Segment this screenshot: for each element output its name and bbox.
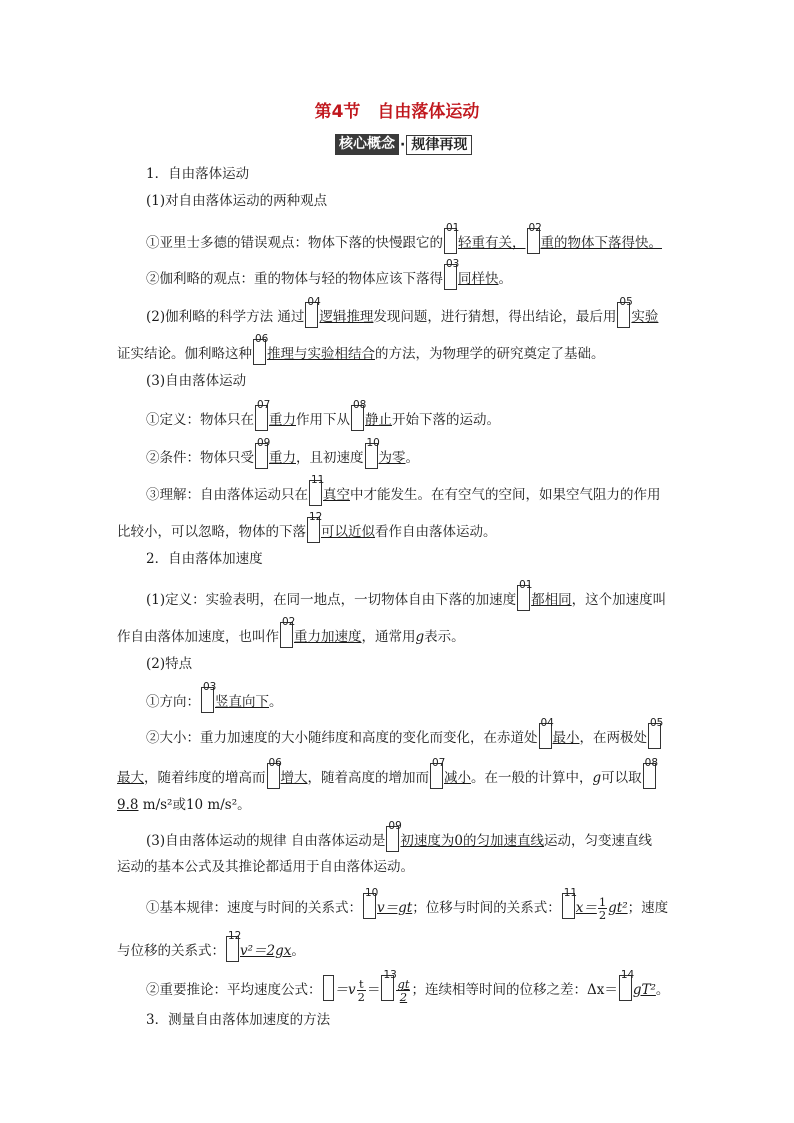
sec1-p1-line1: ①亚里士多德的错误观点：物体下落的快慢跟它的 01 轻重有关， 02 重的物体下落得快。	[146, 228, 662, 254]
sec2-size-line1: ②大小：重力加速度的大小随纬度和高度的变化而变化，在赤道处 04 最小，在两极处 05	[146, 723, 662, 749]
blank-box: 04	[539, 723, 552, 749]
sec1-cond: ②条件：物体只受 09 重力，且初速度 10 为零。	[146, 443, 419, 469]
sec2-direction: ①方向： 03 竖直向下。	[146, 687, 283, 713]
fraction-t-over-2: $\frac{t}{2}$	[357, 977, 365, 1004]
blank-box: 03	[201, 687, 214, 713]
blank-box: 07	[255, 405, 268, 431]
fraction-one-half: $\frac{1}{2}$	[598, 895, 607, 922]
blank-box: 06	[253, 339, 266, 365]
sec1-p2-line1: (2)伽利略的科学方法 通过 04 逻辑推理发现问题，进行猜想，得出结论，最后用 05 实验	[146, 302, 658, 328]
blank-box: 01	[517, 585, 530, 611]
blank-box: 05	[617, 302, 630, 328]
blank-box: 02	[280, 622, 293, 648]
blank-box: 01	[444, 228, 457, 254]
sec1-p3-heading: (3)自由落体运动	[146, 373, 247, 389]
sec2-law-line2: 与位移的关系式： 12 v²＝2gx。	[117, 936, 305, 962]
blank-box: 09	[386, 826, 399, 852]
blank-box: 05	[648, 723, 661, 749]
sec2-p3-line1: (3)自由落体运动的规律 自由落体运动是 09 初速度为0的匀加速直线运动，匀变速直线	[146, 826, 652, 852]
blank-box: 12	[307, 517, 320, 543]
sec1-p2-line2: 证实结论。伽利略这种 06 推理与实验相结合的方法，为物理学的研究奠定了基础。	[117, 339, 605, 365]
fraction-gt-over-2: $\frac{gt}{2}$	[397, 977, 410, 1004]
blank-box: 10	[363, 893, 376, 919]
sec1-p1-line2: ②伽利略的观点：重的物体与轻的物体应该下落得 03 同样快。	[146, 264, 512, 290]
sec2-p1-line2: 作自由落体加速度，也叫作 02 重力加速度，通常用g表示。	[117, 622, 465, 648]
blank-box: 06	[267, 763, 280, 789]
sec1-def: ①定义：物体只在 07 重力作用下从 08 静止开始下落的运动。	[146, 405, 500, 431]
banner-dot: ·	[400, 136, 406, 153]
sec2-p3-line2: 运动的基本公式及其推论都适用于自由落体运动。	[117, 859, 414, 875]
blank-box: 04	[305, 302, 318, 328]
sec1-und-line1: ③理解：自由落体运动只在 11 真空中才能发生。在有空气的空间，如果空气阻力的作用	[146, 480, 661, 506]
blank-box: 07	[430, 763, 443, 789]
blank-box	[323, 975, 334, 1001]
sec2-size-line3: 9.8 m/s²或10 m/s²。	[117, 797, 251, 813]
blank-box: 11	[562, 893, 575, 919]
blank-box: 03	[444, 264, 457, 290]
sec1-und-line2: 比较小，可以忽略，物体的下落 12 可以近似看作自由落体运动。	[117, 517, 497, 543]
sec1-p1-heading: (1)对自由落体运动的两种观点	[146, 193, 328, 209]
sec2-p2-heading: (2)特点	[146, 656, 193, 672]
blank-box: 14	[619, 975, 632, 1001]
banner-core-concept: 核心概念	[335, 134, 399, 155]
section-1-heading: 1．自由落体运动	[146, 166, 250, 182]
sec2-size-line2: 最大，随着纬度的增高而 06 增大，随着高度的增加而 07 减小。在一般的计算中，g可以取 08	[117, 763, 657, 789]
blank-box: 08	[351, 405, 364, 431]
sec2-p1-line1: (1)定义：实验表明，在同一地点，一切物体自由下落的加速度 01 都相同，这个加速度叫	[146, 585, 666, 611]
banner-law-review: 规律再现	[406, 135, 472, 155]
section-3-heading: 3．测量自由落体加速度的方法	[146, 1012, 331, 1028]
blank-box: 13	[381, 975, 394, 1001]
sec2-law-line1: ①基本规律：速度与时间的关系式： 10 v＝gt；位移与时间的关系式： 11 x＝ $\frac{1}{2}$ gt²；速度	[146, 887, 669, 922]
blank-box: 09	[255, 443, 268, 469]
page-title: 第4节 自由落体运动	[314, 102, 480, 122]
blank-box: 10	[365, 443, 378, 469]
section-banner	[335, 134, 472, 155]
blank-box: 12	[226, 936, 239, 962]
blank-box: 08	[643, 763, 656, 789]
blank-box: 02	[527, 228, 540, 254]
section-2-heading: 2．自由落体加速度	[146, 551, 263, 567]
blank-box: 11	[309, 480, 322, 506]
sec2-inference: ②重要推论：平均速度公式： ＝v $\frac{t}{2}$ ＝ 13 $\frac{gt}{2}$ ；连续相等时间的位移之差：Δx＝ 14 gT²。	[146, 969, 670, 1004]
